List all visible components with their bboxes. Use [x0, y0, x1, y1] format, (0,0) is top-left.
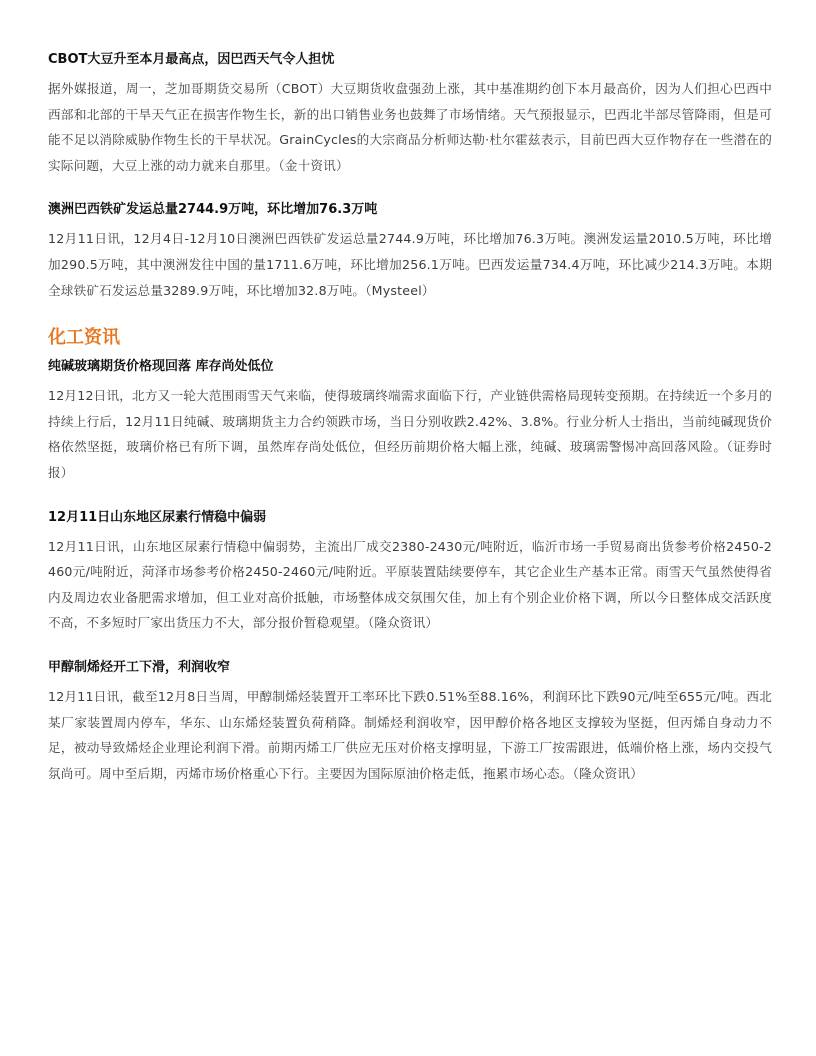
article-title: 澳洲巴西铁矿发运总量2744.9万吨，环比增加76.3万吨 [48, 202, 378, 218]
article-body: 据外媒报道，周一，芝加哥期货交易所（CBOT）大豆期货收盘强劲上涨，其中基准期约创下本月最高价，因为人们担心巴西中西部和北部的干旱天气正在损害作物生长，新的出口销售业务也鼓舞了市场情绪。天气预报显示，巴西北半部尽管降雨，但是可能不足以消除威胁作物生长的干旱状况。GrainCycles的大宗商品分析师达勒·杜尔霍兹表示，目前巴西大豆作物存在一些潜在的实际问题，大豆上涨的动力就来自那里。（金十资讯） [48, 81, 772, 173]
news-article [48, 658, 772, 786]
news-page [48, 50, 772, 808]
news-article [48, 50, 772, 178]
article-title: 纯碱玻璃期货价格现回落 库存尚处低位 [48, 359, 274, 375]
article-title: CBOT大豆升至本月最高点，因巴西天气令人担忧 [48, 52, 335, 67]
section-heading-chemical: 化工资讯 [48, 327, 120, 349]
article-body: 12月11日讯，山东地区尿素行情稳中偏弱势，主流出厂成交2380-2430元/吨附近，临沂市场一手贸易商出货参考价格2450-2460元/吨附近，菏泽市场参考价格2450-2460元/吨附近。平原装置陆续要停车，其它企业生产基本正常。雨雪天气虽然使得省内及周边农业备肥需求增加，但工业对高价抵触，市场整体成交氛围欠佳，加上有个别企业价格下调，所以今日整体成交活跃度不高，不多短时厂家出货压力不大，部分报价暂稳观望。（隆众资讯） [48, 538, 772, 631]
article-title: 12月11日山东地区尿素行情稳中偏弱 [48, 509, 267, 525]
article-title: 甲醇制烯烃开工下滑，利润收窄 [48, 659, 231, 675]
article-body: 12月11日讯，截至12月8日当周，甲醇制烯烃装置开工率环比下跌0.51%至88.16%，利润环比下跌90元/吨至655元/吨。西北某厂家装置周内停车，华东、山东烯烃装置负荷稍降。制烯烃利润收窄，因甲醇价格各地区支撑较为坚挺，但丙烯自身动力不足，被动导致烯烃企业理论利润下滑。前期丙烯工厂供应无压对价格支撑明显，下游工厂按需跟进，低端价格上涨，场内交投气氛尚可。周中至后期，丙烯市场价格重心下行。主要因为国际原油价格走低，拖累市场心态。（隆众资讯） [48, 688, 772, 781]
news-article [48, 357, 772, 485]
article-body: 12月11日讯，12月4日-12月10日澳洲巴西铁矿发运总量2744.9万吨，环比增加76.3万吨。澳洲发运量2010.5万吨，环比增加290.5万吨，其中澳洲发往中国的量1711.6万吨，环比增加256.1万吨。巴西发运量734.4万吨，环比减少214.3万吨。本期全球铁矿石发运总量3289.9万吨，环比增加32.8万吨。（Mysteel） [48, 231, 772, 298]
article-body: 12月12日讯，北方又一轮大范围雨雪天气来临，使得玻璃终端需求面临下行，产业链供需格局现转变预期。在持续近一个多月的持续上行后，12月11日纯碱、玻璃期货主力合约领跌市场，当日分别收跌2.42%、3.8%。行业分析人士指出，当前纯碱现货价格依然坚挺，玻璃价格已有所下调，虽然库存尚处低位，但经历前期价格大幅上涨，纯碱、玻璃需警惕冲高回落风险。（证券时报） [48, 388, 772, 480]
news-article [48, 508, 772, 636]
news-article [48, 200, 772, 303]
